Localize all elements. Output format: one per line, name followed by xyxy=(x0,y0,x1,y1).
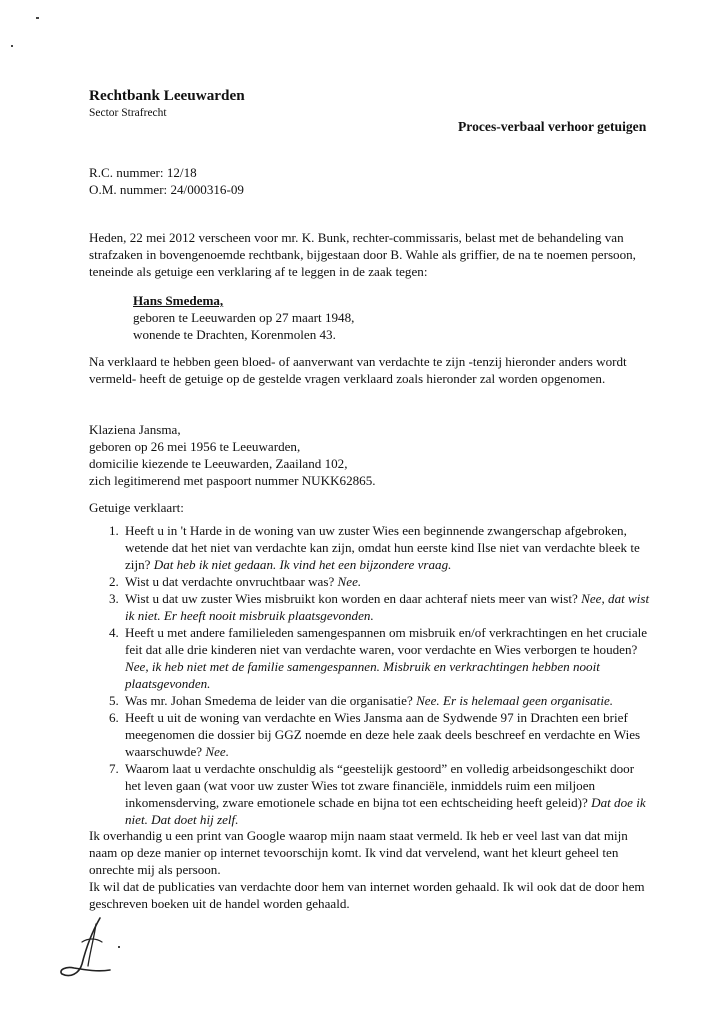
question-text: Heeft u met andere familieleden samengespannen om misbruik en/of verkrachtingen en het cruciale feit dat alle drie kinderen niet van verdachte waren, voor verdachte en Wies verborgen te houden? xyxy=(125,625,648,657)
question-item xyxy=(109,760,652,828)
question-number: 3. xyxy=(109,591,119,606)
accused-block xyxy=(133,292,354,343)
witness-name: Klaziena Jansma, xyxy=(89,422,181,437)
answer-text: Nee. xyxy=(205,744,229,759)
answer-text: Nee, ik heb niet met de familie samengespannen. Misbruik en verkrachtingen hebben nooit plaatsgevonden. xyxy=(125,659,600,691)
court-name: Rechtbank Leeuwarden xyxy=(89,87,245,104)
question-item xyxy=(109,709,652,760)
question-text: Waarom laat u verdachte onschuldig als “geestelijk gestoord” en volledig arbeidsongeschikt door het leven gaan (wat voor uw zuster Wies tot zware financiële, inmiddels ruim een miljoen inkomensderving, zware emotionele schade en bijna tot een echtscheiding heeft geleid)? xyxy=(125,761,635,810)
question-text: Wist u dat verdachte onvruchtbaar was? xyxy=(125,574,335,589)
rc-number: R.C. nummer: 12/18 xyxy=(89,165,197,180)
accused-name: Hans Smedema, xyxy=(133,293,224,308)
accused-address: wonende te Drachten, Korenmolen 43. xyxy=(133,327,336,342)
witness-birth: geboren op 26 mei 1956 te Leeuwarden, xyxy=(89,439,301,454)
question-text: Wist u dat uw zuster Wies misbruikt kon worden en daar achteraf niets meer van wist? xyxy=(125,591,578,606)
witness-block xyxy=(89,421,376,489)
question-text: Heeft u in 't Harde in de woning van uw zuster Wies een beginnende zwangerschap afgebroken, wetende dat het niet van verdachte kan zijn, omdat hun eerste kind Ilse niet van verdachte bleek te zijn? xyxy=(125,523,640,572)
witness-id: zich legitimerend met paspoort nummer NUKK62865. xyxy=(89,473,376,488)
answer-text: Nee. Er is helemaal geen organisatie. xyxy=(416,693,614,708)
closing-statement xyxy=(89,827,659,912)
reference-numbers xyxy=(89,164,244,198)
question-text: Was mr. Johan Smedema de leider van die organisatie? xyxy=(125,693,413,708)
question-item xyxy=(109,522,652,573)
question-text: Heeft u uit de woning van verdachte en Wies Jansma aan de Sydwende 97 in Drachten een brief meegenomen die dossier bij GGZ noemde en deze hele zaak deels beschreef en verdachte en Wies waarschuwde? xyxy=(125,710,641,759)
scan-speck xyxy=(36,17,39,19)
closing-paragraph: Ik wil dat de publicaties van verdachte door hem van internet worden gehaald. Ik wil ook dat de door hem geschreven boeken uit de handel worden gehaald. xyxy=(89,879,645,911)
answer-text: Nee. xyxy=(337,574,362,589)
question-item xyxy=(109,573,652,590)
answer-text: Dat heb ik niet gedaan. Ik vind het een bijzondere vraag. xyxy=(153,557,452,572)
question-number: 2. xyxy=(109,574,119,589)
accused-birth: geboren te Leeuwarden op 27 maart 1948, xyxy=(133,310,355,325)
testifies-label: Getuige verklaart: xyxy=(89,500,184,515)
scan-speck xyxy=(118,946,120,948)
answer-text: Dat doe ik niet. Dat doet hij zelf. xyxy=(125,795,646,827)
scan-speck xyxy=(11,45,13,47)
declaration-paragraph: Na verklaard te hebben geen bloed- of aanverwant van verdachte te zijn -tenzij hieronder anders wordt vermeld- heeft de getuige op de gestelde vragen verklaard zoals hieronder zal worden opgenomen. xyxy=(89,354,627,386)
document-title: Proces-verbaal verhoor getuigen xyxy=(458,119,647,134)
question-number: 6. xyxy=(109,710,119,725)
witness-domicile: domicilie kiezende te Leeuwarden, Zaailand 102, xyxy=(89,456,348,471)
question-number: 5. xyxy=(109,693,119,708)
question-number: 1. xyxy=(109,523,119,538)
court-sector: Sector Strafrecht xyxy=(89,107,167,119)
question-number: 4. xyxy=(109,625,119,640)
question-list xyxy=(109,522,652,828)
intro-paragraph: Heden, 22 mei 2012 verscheen voor mr. K. Bunk, rechter-commissaris, belast met de behandeling van strafzaken in bovengenoemde rechtbank, bijgestaan door B. Wahle als griffier, de na te noemen persoon, teneinde als getuige een verklaring af te leggen in de zaak tegen: xyxy=(89,230,636,279)
question-item xyxy=(109,590,652,624)
closing-paragraph: Ik overhandig u een print van Google waarop mijn naam staat vermeld. Ik heb er veel last van dat mijn naam op deze manier op internet tevoorschijn komt. Ik vind dat vervelend, want het kleurt geheel ten onrechte mij als persoon. xyxy=(89,828,628,877)
question-item xyxy=(109,624,652,692)
om-number: O.M. nummer: 24/000316-09 xyxy=(89,182,244,197)
question-item xyxy=(109,692,652,709)
signature-mark xyxy=(52,912,124,984)
answer-text: Nee, dat wist ik niet. Er heeft nooit misbruik plaatsgevonden. xyxy=(125,591,650,623)
question-number: 7. xyxy=(109,761,119,776)
